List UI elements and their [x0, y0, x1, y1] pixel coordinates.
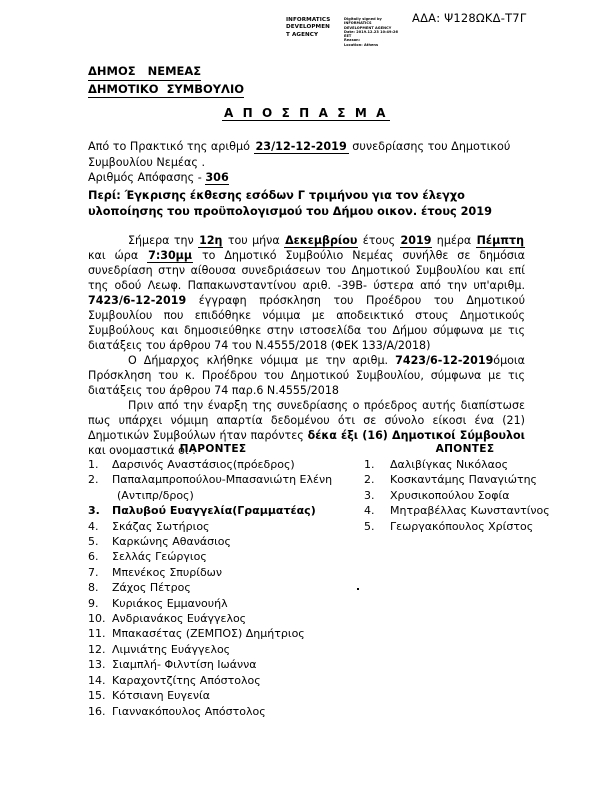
list-item-name: Κότσιανη Ευγενία	[112, 689, 211, 703]
list-item-name: Σκάζας Σωτήριος	[112, 519, 210, 533]
p1-g: έγγραφη πρόσκληση του Προέδρου του Δημοτικού Συμβουλίου που επιδόθηκε νόμιμα με αποδεικτικό στους Δημοτικούς Συμβούλους και δημοσιεύθηκε στην ιστοσελίδα του Δήμου σύμφωνα με τις διατάξεις του άρθρου 74 του Ν.4555/2018 (ΦΕΚ 133/Α/2018)	[88, 294, 525, 352]
p3-b: και ονομαστικά οι :	[88, 444, 196, 457]
mayor-invitation-protocol-number: 7423/6-12-2019	[395, 354, 494, 367]
list-item-name: Γιαννακόπουλος Απόστολος	[112, 704, 266, 718]
list-item-name: Κοσκαντάμης Παναγιώτης	[390, 473, 538, 487]
list-item-number: 5.	[88, 535, 99, 549]
intro-part2: συνεδρίασης του Δημοτικού Συμβουλίου Νεμέας .	[88, 140, 511, 169]
page-title	[0, 106, 612, 120]
list-item	[88, 549, 338, 564]
list-item	[88, 534, 338, 549]
list-item-name-continuation: (Αντιπρ/δρος)	[117, 488, 194, 502]
list-item-name: Σιαμπλή- Φιλντίση Ιωάννα	[112, 658, 257, 672]
list-item	[360, 503, 570, 518]
signature-details	[344, 17, 398, 47]
list-item	[88, 472, 338, 503]
p3-a: Πριν από την έναρξη της συνεδρίασης ο πρόεδρος αυτής διαπίστωσε πως υπάρχει νόμιμη απαρτία δεδομένου ότι σε σύνολο είκοσι ένα (21) Δημοτικών Συμβούλων ήταν παρόντες	[88, 399, 525, 442]
list-item-name: Δαρσινός Αναστάσιος(πρόεδρος)	[112, 458, 295, 471]
present-count: δέκα έξι (16) Δημοτικοί Σύμβουλοι	[307, 429, 525, 442]
list-item-number: 16.	[88, 704, 106, 718]
list-item	[360, 457, 570, 472]
list-item	[88, 580, 338, 595]
present-heading: ΠΑΡΟΝΤΕΣ	[179, 443, 247, 455]
list-item-name: Μπενέκος Σπυρίδων	[112, 565, 223, 579]
meeting-month: Δεκεμβρίου	[285, 234, 358, 247]
list-item-name: Μπακασέτας (ΖΕΜΠΟΣ) Δημήτριος	[112, 627, 305, 641]
council-name: ΔΗΜΟΤΙΚΟ ΣΥΜΒΟΥΛΙΟ	[88, 82, 244, 99]
subject-label: Περί:	[88, 189, 121, 202]
body-paragraph-1	[88, 233, 525, 353]
signature-logo-line3: T AGENCY	[286, 31, 319, 38]
list-item-number: 4.	[364, 504, 375, 518]
signature-logo-line1: INFORMATICS	[286, 17, 331, 23]
list-item-name: Γεωργακόπουλος Χρίστος	[390, 519, 534, 533]
list-item	[88, 611, 338, 626]
list-item-number: 6.	[88, 550, 99, 564]
list-item-name: Ανδριανάκος Ευάγγελος	[112, 612, 247, 626]
decision-label: Αριθμός Απόφασης -	[88, 171, 202, 184]
signature-detail-line5: EET	[344, 34, 352, 39]
list-item-number: 13.	[88, 658, 106, 672]
list-item-name: Καρκώνης Αθανάσιος	[112, 535, 231, 549]
list-item-number: 15.	[88, 689, 106, 703]
invitation-protocol-number: 7423/6-12-2019	[88, 294, 187, 307]
p2-a: Ο Δήμαρχος κλήθηκε νόμιμα με την αριθμ.	[128, 354, 389, 367]
list-item-number: 3.	[364, 488, 375, 502]
list-item	[88, 642, 338, 657]
municipality-heading	[88, 64, 244, 99]
body-paragraph-2	[88, 353, 525, 398]
list-item	[88, 657, 338, 672]
intro-part1: Από το Πρακτικό της αριθμό	[88, 140, 250, 153]
absent-heading: ΑΠΟΝΤΕΣ	[435, 443, 495, 455]
list-item-number: 5.	[364, 519, 375, 533]
page-title-text: Α Π Ο Σ Π Α Σ Μ Α	[223, 106, 389, 120]
list-item	[360, 472, 570, 487]
list-item-number: 10.	[88, 612, 106, 626]
list-item	[88, 457, 338, 472]
meeting-day: 12η	[199, 234, 223, 247]
meeting-weekday: Πέμπτη	[476, 234, 525, 247]
p1-f: το Δημοτικό Συμβούλιο Νεμέας συνήλθε σε δημόσια συνεδρίαση στην αίθουσα συνεδριάσεων του Δημοτικού Συμβουλίου και επί της οδού Λεωφ. Παπακωνσταντίνου αριθ. -39Β- ύστερα από την υπ'αριθμ.	[88, 249, 525, 292]
list-item-name: Λιμνιάτης Ευάγγελος	[112, 642, 231, 656]
p1-c: έτους	[362, 234, 396, 247]
list-item-number: 8.	[88, 581, 99, 595]
municipality-name: ΔΗΜΟΣ ΝΕΜΕΑΣ	[88, 64, 201, 81]
list-item-number: 1.	[364, 458, 375, 471]
list-item	[360, 519, 570, 534]
subject-text: Έγκρισης έκθεσης εσόδων Γ τριμήνου για τον έλεγχο υλοποίησης του προϋπολογισμού του Δήμου οικον. έτους 2019	[88, 189, 493, 218]
list-item-name: Ζάχος Πέτρος	[112, 581, 191, 595]
signature-detail-line2: INFORMATICS	[344, 21, 372, 26]
list-item	[88, 673, 338, 688]
present-list	[88, 457, 338, 719]
list-item-number: 7.	[88, 565, 99, 579]
signature-logo-line2: DEVELOPMEN	[286, 24, 330, 31]
decision-number: 306	[205, 171, 229, 184]
subject-block	[88, 188, 528, 220]
meeting-year: 2019	[400, 234, 432, 247]
signature-detail-line7: Location: Athens	[344, 42, 379, 47]
list-item	[88, 626, 338, 641]
present-column	[88, 443, 338, 719]
body-block	[88, 233, 525, 458]
list-item	[360, 488, 570, 503]
p1-a: Σήμερα την	[128, 234, 194, 247]
list-item	[88, 688, 338, 703]
list-item-name: Χρυσικοπούλου Σοφία	[390, 488, 510, 502]
list-item-number: 1.	[88, 458, 99, 471]
p1-d: ημέρα	[436, 234, 472, 247]
stray-mark	[357, 588, 359, 590]
absent-list	[360, 457, 570, 534]
signature-agency-logo	[286, 17, 340, 39]
list-item	[88, 503, 338, 518]
meeting-number: 23/12-12-2019	[255, 140, 347, 153]
list-item-number: 11.	[88, 627, 106, 641]
absent-column	[360, 443, 570, 534]
list-item-name: Δαλιβίγκας Νικόλαος	[390, 458, 509, 471]
ada-code: ΑΔΑ: Ψ128ΩΚΔ-Τ7Γ	[412, 11, 527, 25]
list-item-number: 12.	[88, 642, 106, 656]
meeting-time: 7:30μμ	[148, 249, 193, 262]
p1-e: και ώρα	[88, 249, 139, 262]
list-item-name: Παπαλαμπροπούλου-Μπασανιώτη Ελένη	[112, 473, 333, 487]
p2-b: όμοια Πρόσκληση του κ. Προέδρου του Δημοτικού Συμβουλίου, σύμφωνα με τις διατάξεις του άρθρου 74 παρ.6 Ν.4555/2018	[88, 354, 525, 397]
list-item-number: 9.	[88, 596, 99, 610]
list-item-name: Μητραβέλλας Κωνσταντίνος	[390, 504, 550, 518]
list-item-number: 2.	[88, 473, 99, 487]
intro-block	[88, 139, 526, 186]
list-item-name: Καραχοντζίτης Απόστολος	[112, 673, 261, 687]
list-item-name: Παλυβού Ευαγγελία(Γραμματέας)	[112, 504, 316, 518]
list-item	[88, 565, 338, 580]
list-item-number: 3.	[88, 504, 100, 518]
signature-detail-line1: Digitally signed by	[344, 17, 382, 21]
list-item	[88, 596, 338, 611]
list-item-name: Κυριάκος Εμμανουήλ	[112, 596, 228, 610]
digital-signature-stamp	[286, 17, 406, 51]
signature-detail-line3: DEVELOPMENT AGENCY	[344, 25, 392, 30]
signature-detail-line4: Date: 2019.12.23 10:49:26	[344, 29, 398, 34]
list-item-number: 14.	[88, 673, 106, 687]
list-item-number: 2.	[364, 473, 375, 487]
list-item	[88, 519, 338, 534]
list-item-number: 4.	[88, 519, 99, 533]
list-item-name: Σελλάς Γεώργιος	[112, 550, 207, 564]
list-item	[88, 704, 338, 719]
p1-b: του μήνα	[227, 234, 280, 247]
signature-detail-line6: Reason:	[344, 38, 361, 43]
